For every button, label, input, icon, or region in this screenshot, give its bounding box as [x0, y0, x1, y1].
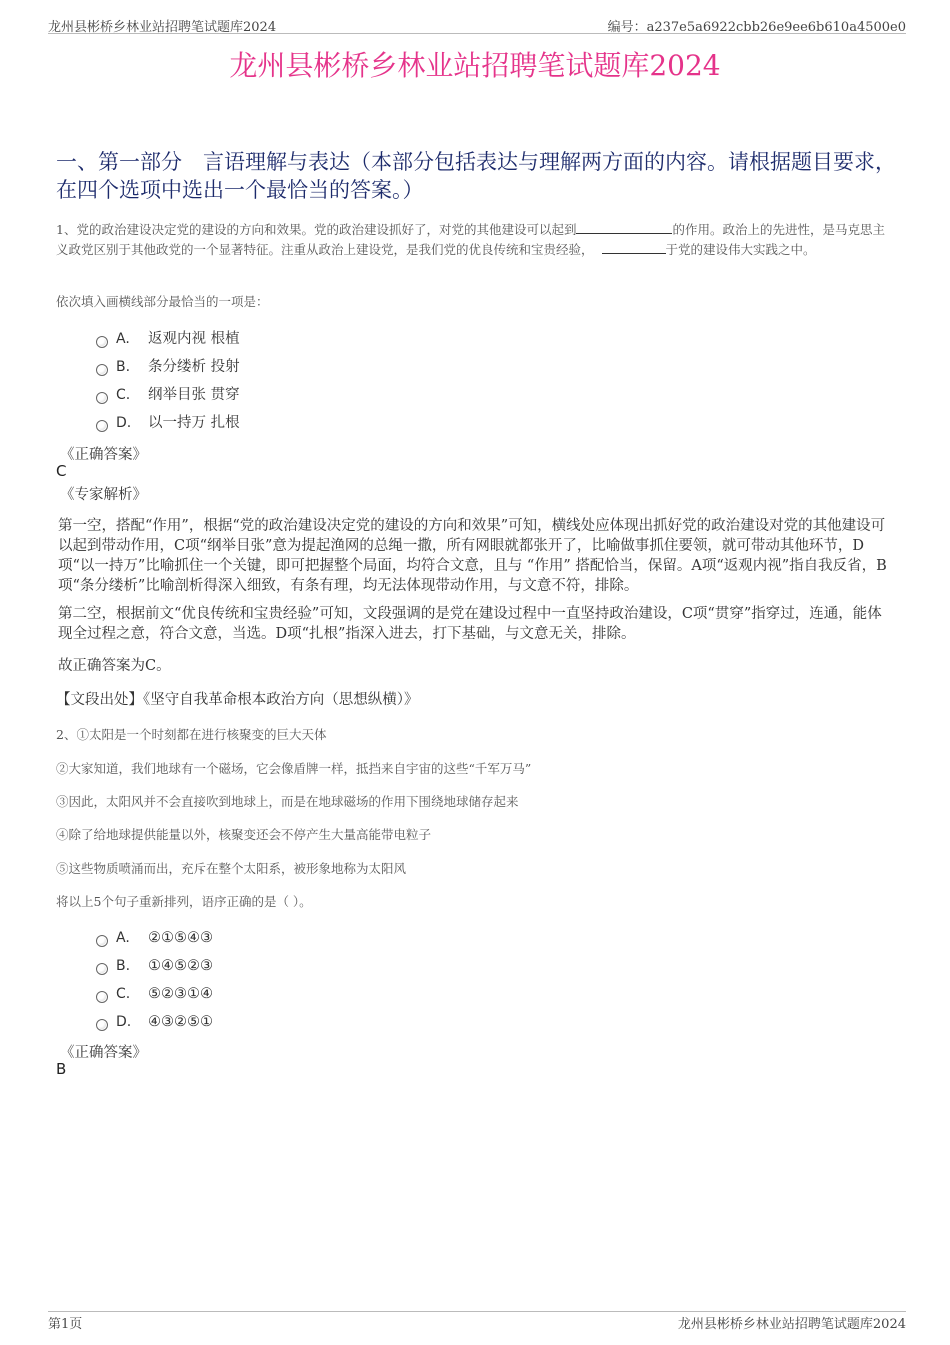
footer-page-number: 第1页: [48, 1317, 83, 1332]
q2-option-c[interactable]: C. ⑤②③①④: [96, 983, 213, 1005]
q2-prompt: 将以上5个句子重新排列，语序正确的是（ ）。: [56, 894, 312, 909]
q2-sentence-5: ⑤这些物质喷涌而出，充斥在整个太阳系，被形象地称为太阳风: [56, 861, 407, 876]
radio-icon[interactable]: [96, 963, 108, 975]
q2-sentence-3: ③因此，太阳风并不会直接吹到地球上，而是在地球磁场的作用下围绕地球储存起来: [56, 794, 519, 809]
q1-option-b[interactable]: B. 条分缕析 投射: [96, 356, 240, 378]
blank-2: [602, 240, 666, 254]
radio-icon[interactable]: [96, 364, 108, 376]
q2-answer-value: B: [56, 1060, 67, 1078]
q1-source: 【文段出处】《坚守自我革命根本政治方向（思想纵横）》: [56, 692, 419, 708]
q1-option-a[interactable]: A. 返观内视 根植: [96, 328, 240, 350]
q2-answer-label: 《正确答案》: [60, 1045, 147, 1061]
section-heading: 一、第一部分 言语理解与表达（本部分包括表达与理解两方面的内容。请根据题目要求，在四个选项中选出一个最恰当的答案。）: [56, 150, 896, 202]
radio-icon[interactable]: [96, 935, 108, 947]
blank-1: [576, 220, 672, 234]
radio-icon[interactable]: [96, 392, 108, 404]
q1-option-d[interactable]: D. 以一持万 扎根: [96, 412, 240, 434]
q1-analysis-paragraph-1: 第一空，搭配“作用”，根据“党的政治建设决定党的建设的方向和效果”可知，横线处应体现出抓好党的政治建设对党的其他建设可以起到带动作用，C项“纲举目张”意为提起渔网的总绳一撒，所有网眼就都张开了，比喻做事抓住要领，就可带动其他环节，D项“以一持万”比喻抓住一个关键，即可把握整个局面，均符合文意，且与 “作用” 搭配恰当，保留。A项“返观内视”指自我反省，B项“条分缕析”比喻剖析得深入细致，有条有理，均无法体现带动作用，与文意不符，排除。: [58, 518, 887, 594]
q1-analysis-conclusion: 故正确答案为C。: [58, 658, 171, 674]
page-header: [48, 14, 906, 34]
q2-option-a[interactable]: A. ②①⑤④③: [96, 927, 213, 949]
radio-icon[interactable]: [96, 336, 108, 348]
header-title: 龙州县彬桥乡林业站招聘笔试题库2024: [48, 20, 277, 35]
q1-analysis-label: 《专家解析》: [60, 487, 147, 503]
document-title: 龙州县彬桥乡林业站招聘笔试题库2024: [229, 49, 721, 82]
q2-option-d[interactable]: D. ④③②⑤①: [96, 1011, 213, 1033]
q2-option-b[interactable]: B. ①④⑤②③: [96, 955, 213, 977]
q2-sentence-2: ②大家知道，我们地球有一个磁场，它会像盾牌一样，抵挡来自宇宙的这些“千军万马”: [56, 761, 532, 776]
radio-icon[interactable]: [96, 1019, 108, 1031]
question-1-stem: 1、党的政治建设决定党的建设的方向和效果。党的政治建设抓好了，对党的其他建设可以起到 的作用。政治上的先进性，是马克思主义政党区别于其他政党的一个显著特征。注重从政治上建设党，是我们党的优良传统和宝贵经验， 于党的建设伟大实践之中。: [56, 222, 885, 257]
header-doc-id: 编号：a237e5a6922cbb26e9ee6b610a4500e0: [607, 20, 906, 35]
q1-answer-value: C: [56, 462, 67, 480]
q1-answer-label: 《正确答案》: [60, 447, 147, 463]
q1-option-c[interactable]: C. 纲举目张 贯穿: [96, 384, 240, 406]
q2-sentence-1: 2、①太阳是一个时刻都在进行核聚变的巨大天体: [56, 727, 327, 742]
q1-analysis-paragraph-2: 第二空，根据前文“优良传统和宝贵经验”可知，文段强调的是党在建设过程中一直坚持政治建设，C项“贯穿”指穿过，连通，能体现全过程之意，符合文意，当选。D项“扎根”指深入进去，打下基础，与文意无关，排除。: [58, 606, 882, 642]
footer-title: 龙州县彬桥乡林业站招聘笔试题库2024: [677, 1317, 906, 1332]
footer-divider: [48, 1311, 906, 1312]
q2-sentence-4: ④除了给地球提供能量以外，核聚变还会不停产生大量高能带电粒子: [56, 827, 432, 842]
radio-icon[interactable]: [96, 991, 108, 1003]
question-1-prompt: 依次填入画横线部分最恰当的一项是：: [56, 294, 269, 309]
radio-icon[interactable]: [96, 420, 108, 432]
